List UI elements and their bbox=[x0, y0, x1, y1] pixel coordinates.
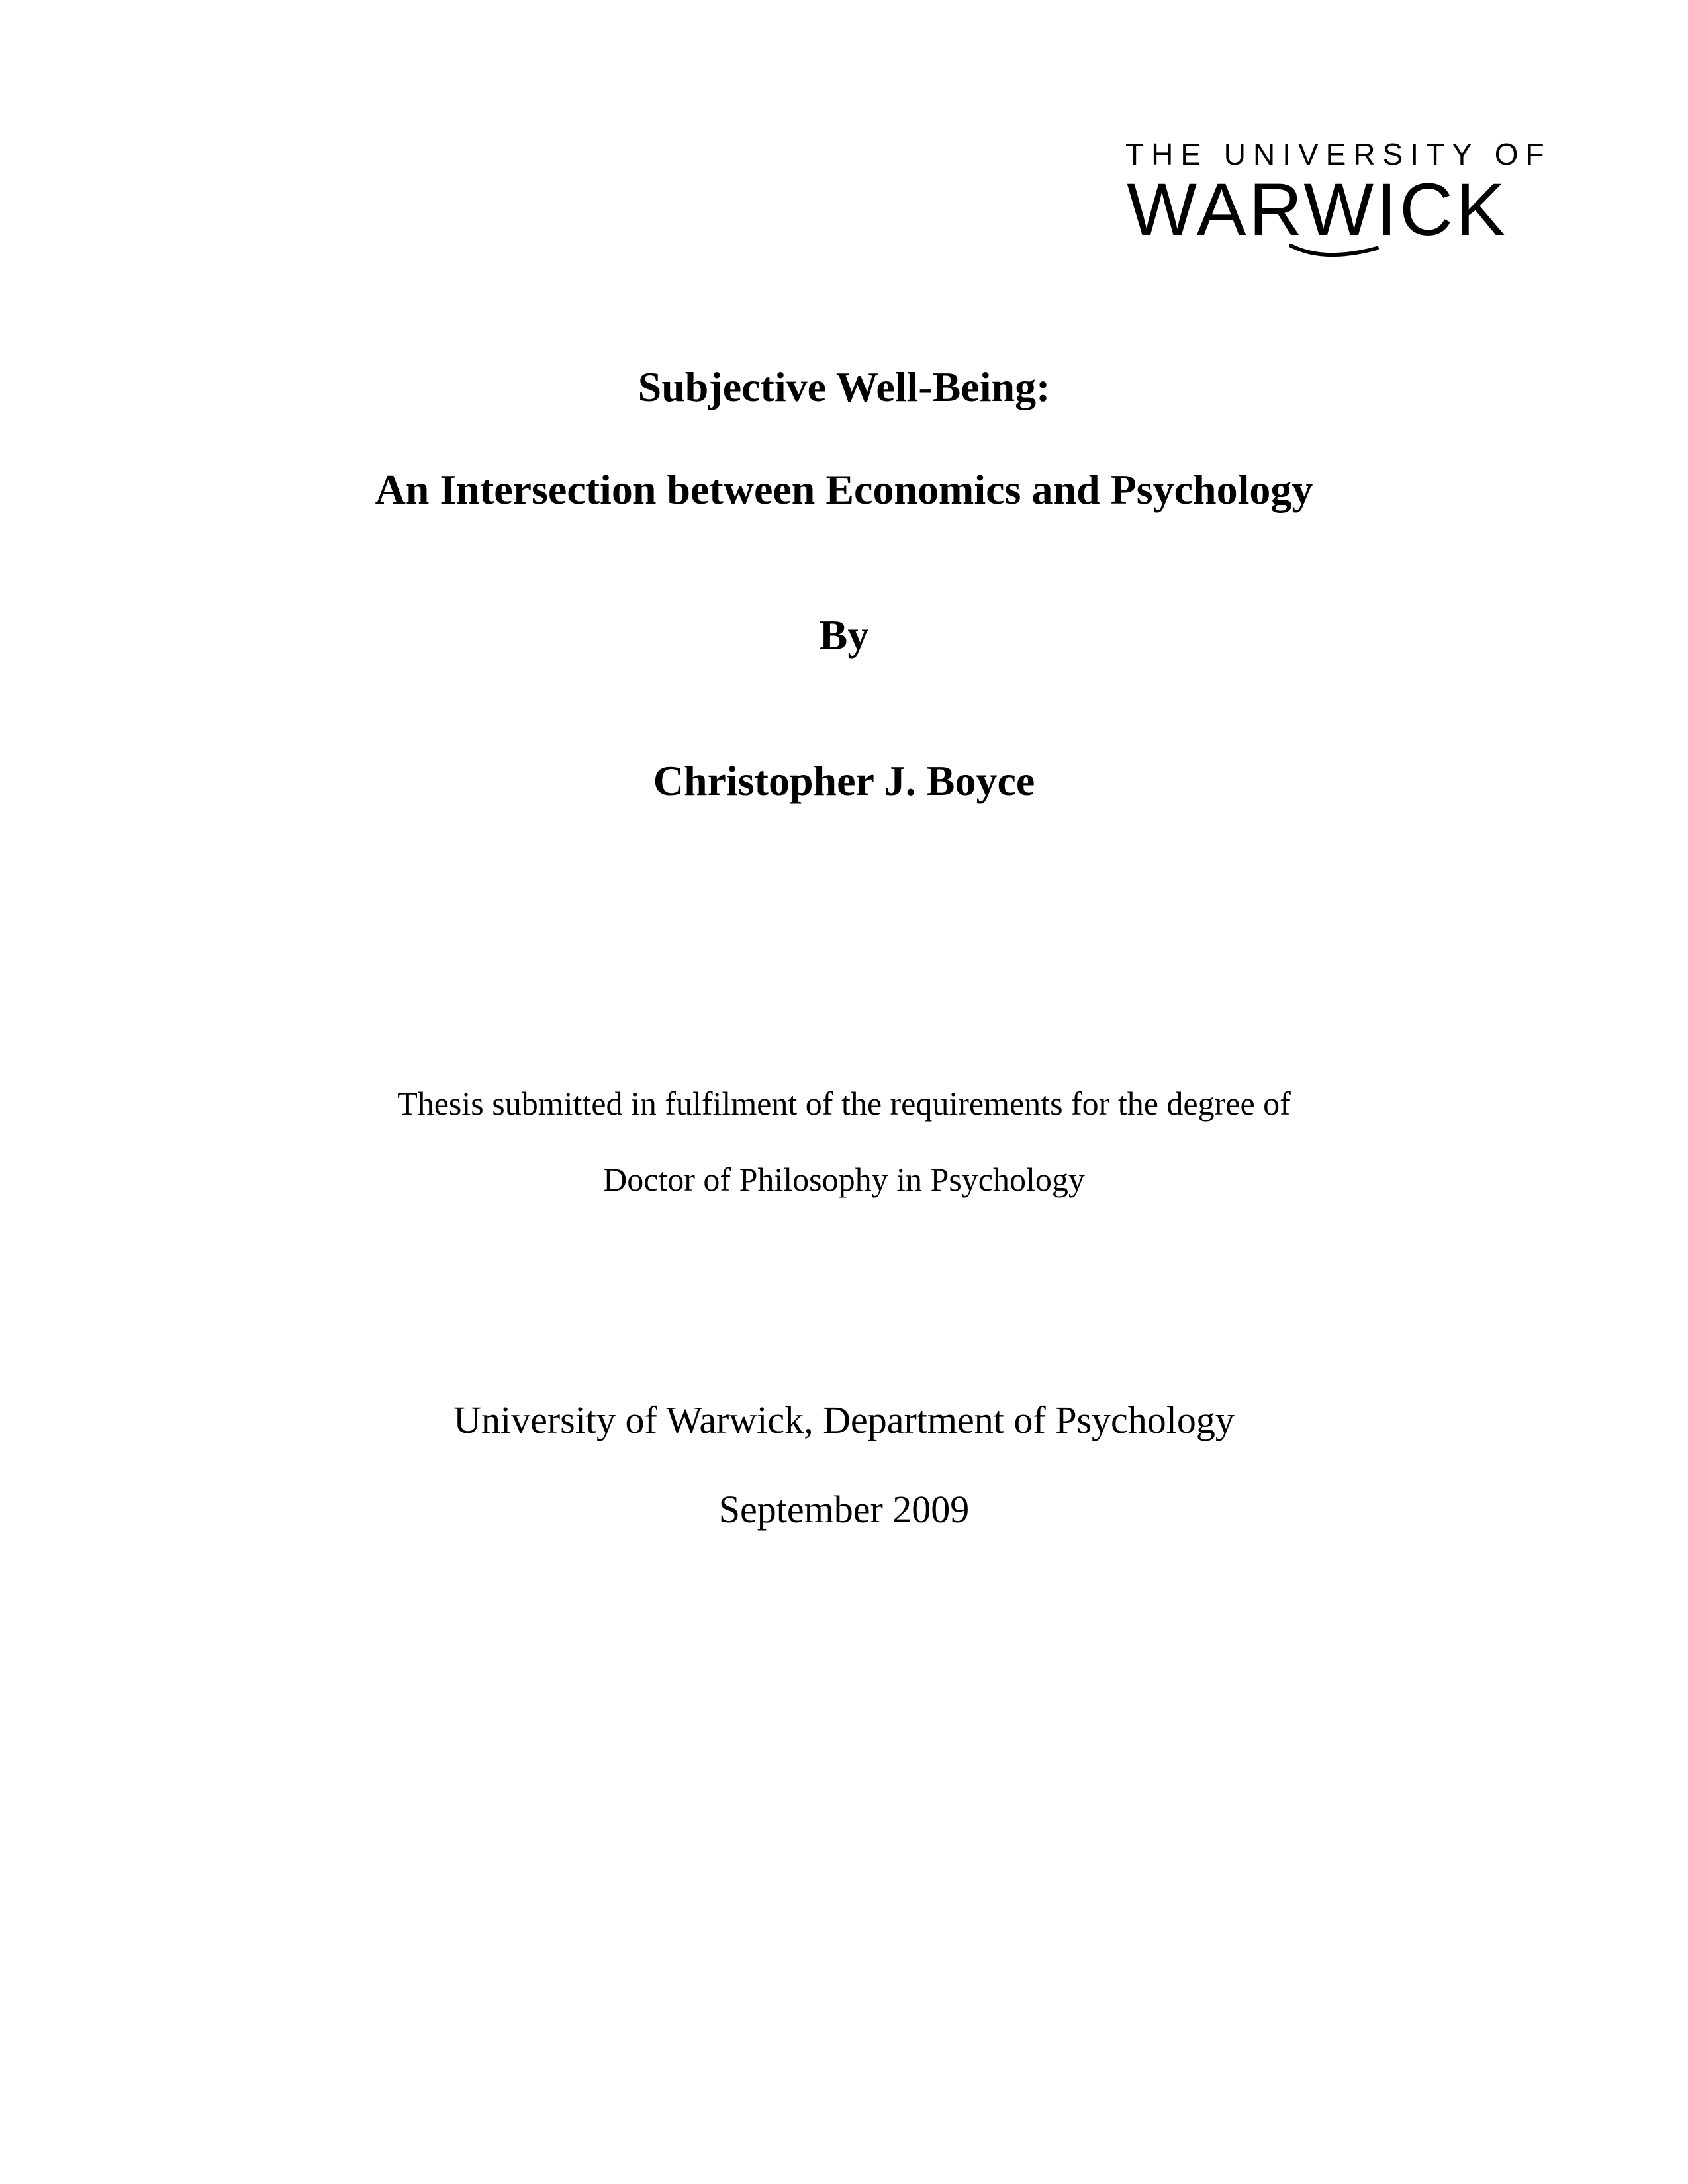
submission-date: September 2009 bbox=[718, 1488, 970, 1531]
thesis-title-line-1: Subjective Well-Being: bbox=[637, 363, 1051, 410]
university-logo bbox=[1125, 136, 1552, 261]
thesis-title-line-2: An Intersection between Economics and Psychology bbox=[375, 466, 1313, 513]
institution-department: University of Warwick, Department of Psychology bbox=[453, 1398, 1235, 1441]
submission-statement: Thesis submitted in fulfilment of the requirements for the degree of bbox=[397, 1085, 1291, 1122]
logo-university-of: THE UNIVERSITY OF bbox=[1125, 137, 1552, 171]
author-name: Christopher J. Boyce bbox=[653, 757, 1035, 804]
logo-warwick: WARWICK bbox=[1127, 168, 1508, 251]
by-label: By bbox=[819, 612, 869, 659]
degree-name: Doctor of Philosophy in Psychology bbox=[603, 1161, 1085, 1198]
logo-swoosh-icon bbox=[1125, 136, 1552, 261]
